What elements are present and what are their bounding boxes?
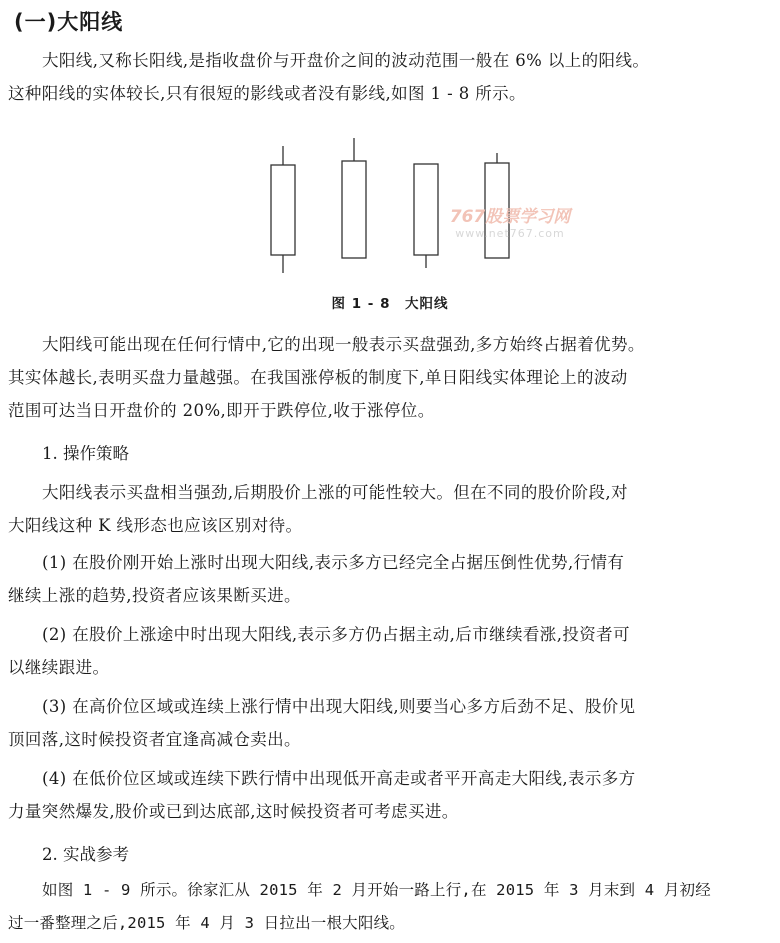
para2-line3: 范围可达当日开盘价的 20%,即开于跌停位,收于涨停位。 <box>8 401 435 420</box>
item2-line2: 以继续跟进。 <box>8 658 110 677</box>
list-item-1 <box>8 546 778 612</box>
para1-line2: 这种阳线的实体较长,只有很短的影线或者没有影线,如图 1 - 8 所示。 <box>8 84 526 103</box>
para1-line1: 大阳线,又称长阳线,是指收盘价与开盘价之间的波动范围一般在 6% 以上的阳线。 <box>42 51 650 70</box>
item3-line2: 顶回落,这时候投资者宜逢高减仓卖出。 <box>8 730 301 749</box>
figure-caption: 图 1 - 8 大阳线 <box>331 296 449 312</box>
paragraph-2 <box>8 328 778 427</box>
para2-line2: 其实体越长,表明买盘力量越强。在我国涨停板的制度下,单日阳线实体理论上的波动 <box>8 368 628 387</box>
list-item-4 <box>8 762 778 828</box>
para3-line1: 大阳线表示买盘相当强劲,后期股价上涨的可能性较大。但在不同的股价阶段,对 <box>42 483 628 502</box>
candle-2 <box>342 138 366 258</box>
paragraph-4 <box>8 874 778 940</box>
item1-line2: 继续上涨的趋势,投资者应该果断买进。 <box>8 586 301 605</box>
item1-line1: (1) 在股价刚开始上涨时出现大阳线,表示多方已经完全占据压倒性优势,行情有 <box>42 553 625 572</box>
item2-line1: (2) 在股价上涨途中时出现大阳线,表示多方仍占据主动,后市继续看涨,投资者可 <box>42 625 630 644</box>
section-heading: (一)大阳线 <box>14 10 124 34</box>
para3-line2: 大阳线这种 K 线形态也应该区别对待。 <box>8 516 303 535</box>
para4-line2: 过一番整理之后,2015 年 4 月 3 日拉出一根大阳线。 <box>8 914 405 932</box>
watermark-url: www.net767.com <box>455 227 565 240</box>
paragraph-3 <box>8 476 778 542</box>
para2-line1: 大阳线可能出现在任何行情中,它的出现一般表示买盘强劲,多方始终占据着优势。 <box>42 335 645 354</box>
watermark <box>420 202 600 240</box>
section-2-title: 2. 实战参考 <box>42 845 129 864</box>
item4-line1: (4) 在低价位区域或连续下跌行情中出现低开高走或者平开高走大阳线,表示多方 <box>42 769 636 788</box>
section-1-title: 1. 操作策略 <box>42 444 129 463</box>
watermark-text: 767股票学习网 <box>449 207 571 227</box>
candle-1 <box>271 146 295 273</box>
item4-line2: 力量突然爆发,股价或已到达底部,这时候投资者可考虑买进。 <box>8 802 459 821</box>
para4-line1: 如图 1 - 9 所示。徐家汇从 2015 年 2 月开始一路上行,在 2015 年 3 月末到 4 月初经 <box>42 881 711 899</box>
item3-line1: (3) 在高价位区域或连续上涨行情中出现大阳线,则要当心多方后劲不足、股价见 <box>42 697 636 716</box>
paragraph-1 <box>8 44 778 110</box>
list-item-3 <box>8 690 778 756</box>
list-item-2 <box>8 618 778 684</box>
